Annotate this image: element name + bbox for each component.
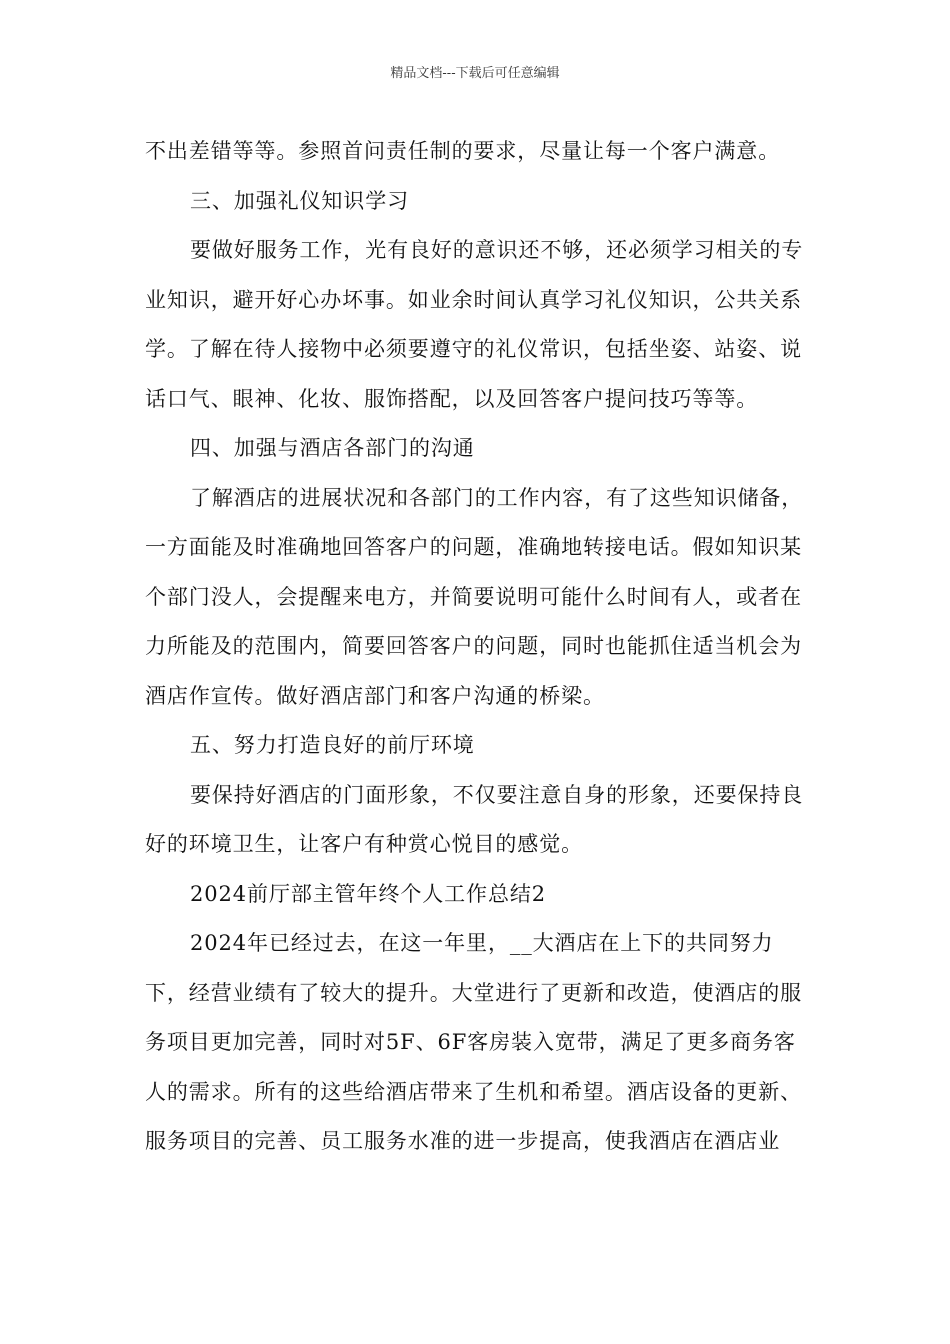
section-heading: 三、加强礼仪知识学习 bbox=[190, 188, 409, 213]
page-header: 精品文档---下载后可任意编辑 bbox=[390, 66, 560, 81]
section-heading: 五、努力打造良好的前厅环境 bbox=[190, 733, 475, 757]
document-body bbox=[145, 127, 809, 1167]
paragraph: 不出差错等等。参照首问责任制的要求，尽量让每一个客户满意。 bbox=[145, 139, 781, 163]
paragraph: 要保持好酒店的门面形象，不仅要注意自身的形象，还要保持良好的环境卫生，让客户有种赏心悦目的感觉。 bbox=[145, 782, 804, 856]
section-heading: 四、加强与酒店各部门的沟通 bbox=[190, 436, 475, 460]
paragraph: 2024年已经过去，在这一年里，__大酒店在上下的共同努力下，经营业绩有了较大的提升。大堂进行了更新和改造，使酒店的服务项目更加完善，同时对5F、6F客房装入宽带，满足了更多商务客人的需求。所有的这些给酒店带来了生机和希望。酒店设备的更新、服务项目的完善、员工服务水准的进一步提高，使我酒店在酒店业 bbox=[145, 931, 802, 1153]
document-title: 2024前厅部主管年终个人工作总结2 bbox=[190, 881, 547, 906]
paragraph: 要做好服务工作，光有良好的意识还不够，还必须学习相关的专业知识，避开好心办坏事。如业余时间认真学习礼仪知识，公共关系学。了解在待人接物中必须要遵守的礼仪常识，包括坐姿、站姿、说话口气、眼神、化妆、服饰搭配，以及回答客户提问技巧等等。 bbox=[145, 238, 804, 411]
paragraph: 了解酒店的进展状况和各部门的工作内容，有了这些知识储备，一方面能及时准确地回答客户的问题，准确地转接电话。假如知识某个部门没人，会提醒来电方，并简要说明可能什么时间有人，或者在力所能及的范围内，简要回答客户的问题，同时也能抓住适当机会为酒店作宣传。做好酒店部门和客户沟通的桥梁。 bbox=[145, 485, 804, 708]
